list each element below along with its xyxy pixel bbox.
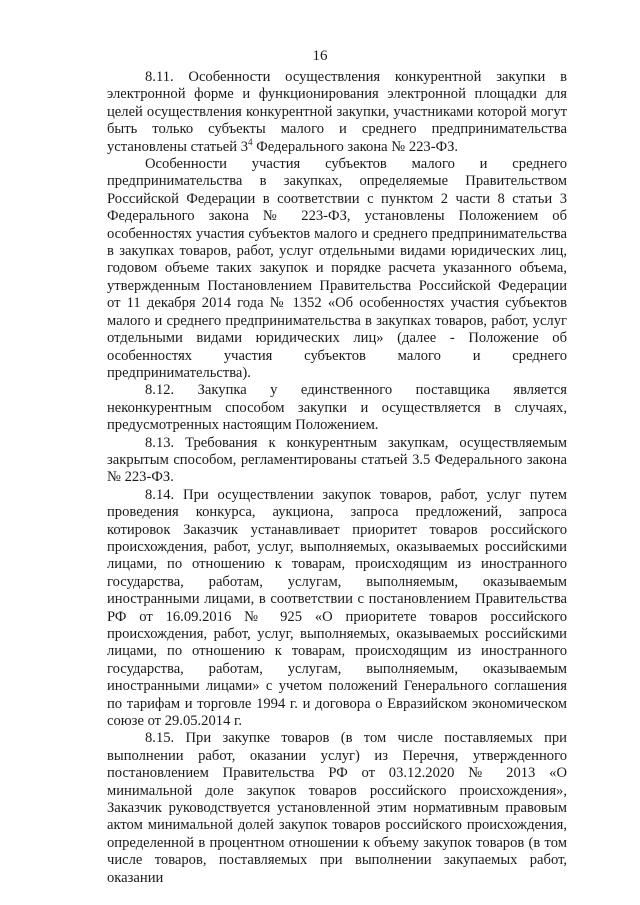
paragraph-8-15: 8.15. При закупке товаров (в том числе поставляемых при выполнении работ, оказании услуг) из Перечня, утвержденного постановлением Правительства РФ от 03.12.2020 № 2013 «О минимальной доле закупок товаров российского происхождения», Заказчик руководствуется установленной этим нормативным правовым актом минимальной долей закупок товаров российского происхождения, определенной в процентном отношении к объему закупок товаров (в том числе товаров, поставляемых при выполнении закупаемых работ, оказании [107,730,567,886]
page-number: 16 [312,48,328,64]
paragraph-sme-features: Особенности участия субъектов малого и среднего предпринимательства в закупках, определяемые Правительством Российской Федерации в соответствии с пунктом 2 части 8 статьи 3 Федерального закона № 223-ФЗ, установлены Положением об особенностях участия субъектов малого и среднего предпринимательства в закупках товаров, работ, услуг отдельными видами юридических лиц, годовом объеме таких закупок и порядке расчета указанного объема, утвержденным Постановлением Правительства Российской Федерации от 11 декабря 2014 года № 1352 «Об особенностях участия субъектов малого и среднего предпринимательства в закупках товаров, работ, услуг отдельными видами юридических лиц» (далее - Положение об особенностях участия субъектов малого и среднего предпринимательства). [107,156,567,381]
superscript-article-index: 4 [248,136,253,147]
paragraph-8-11-text: 8.11. Особенности осуществления конкурентной закупки в электронной форме и функционирования электронной площадки для целей осуществления конкурентной закупки, участниками которой могут быть только субъекты малого и среднего предпринимательства установлены статьей 3 [107,69,567,155]
paragraph-8-11-text-end: Федерального закона № 223-ФЗ. [252,138,459,155]
document-body [107,69,567,887]
paragraph-8-11 [107,69,567,156]
paragraph-8-14: 8.14. При осуществлении закупок товаров, работ, услуг путем проведения конкурса, аукциона, запроса предложений, запроса котировок Заказчик устанавливает приоритет товаров российского происхождения, работ, услуг, выполняемых, оказываемых российскими лицами, по отношению к товарам, происходящим из иностранного государства, работам, услугам, выполняемым, оказываемым иностранными лицами, в соответствии с постановлением Правительства РФ от 16.09.2016 № 925 «О приоритете товаров российского происхождения, работ, услуг, выполняемых, оказываемых российскими лицами, по отношению к товарам, происходящим из иностранного государства, работам, услугам, выполняемым, оказываемым иностранными лицами» с учетом положений Генерального соглашения по тарифам и торговле 1994 г. и договора о Евразийском экономическом союзе от 29.05.2014 г. [107,486,567,730]
paragraph-8-13: 8.13. Требования к конкурентным закупкам, осуществляемым закрытым способом, регламентированы статьей 3.5 Федерального закона № 223-ФЗ. [107,434,567,486]
paragraph-8-12: 8.12. Закупка у единственного поставщика является неконкурентным способом закупки и осуществляется в случаях, предусмотренных настоящим Положением. [107,382,567,434]
